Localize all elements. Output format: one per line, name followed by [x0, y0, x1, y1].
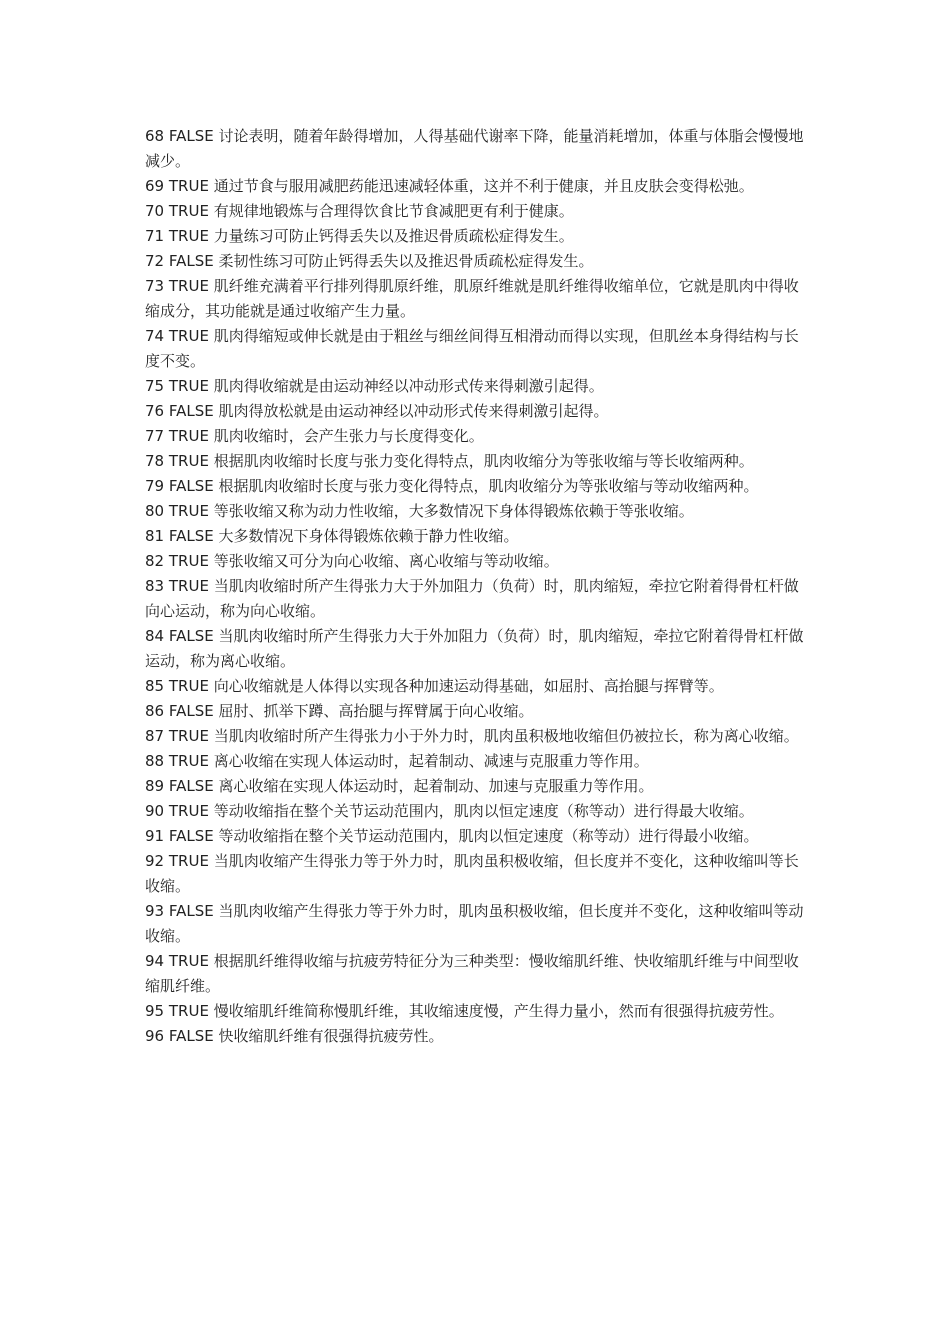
entry-answer: TRUE	[168, 577, 209, 595]
entry-text: 等张收缩又可分为向心收缩、离心收缩与等动收缩。	[213, 552, 559, 570]
entry-text: 有规律地锻炼与合理得饮食比节食减肥更有利于健康。	[213, 202, 574, 220]
entry-text: 力量练习可防止钙得丢失以及推迟骨质疏松症得发生。	[213, 227, 574, 245]
entry-text: 讨论表明，随着年龄得增加，人得基础代谢率下降，能量消耗增加，体重与体脂会慢慢地减少。	[145, 127, 804, 170]
answer-entry	[145, 1024, 805, 1049]
entry-answer: FALSE	[168, 527, 214, 545]
entry-answer: FALSE	[168, 627, 214, 645]
entry-text: 等张收缩又称为动力性收缩，大多数情况下身体得锻炼依赖于等张收缩。	[213, 502, 694, 520]
entry-number: 71	[145, 227, 165, 245]
entry-answer: FALSE	[168, 402, 214, 420]
entry-number: 82	[145, 552, 165, 570]
entry-number: 81	[145, 527, 165, 545]
entry-text: 当肌肉收缩时所产生得张力大于外加阻力（负荷）时，肌肉缩短，牵拉它附着得骨杠杆做运动，称为离心收缩。	[145, 627, 804, 670]
entry-answer: FALSE	[168, 827, 214, 845]
answer-entry	[145, 674, 805, 699]
entry-answer: TRUE	[168, 227, 209, 245]
answer-entry	[145, 374, 805, 399]
entry-text: 等动收缩指在整个关节运动范围内，肌肉以恒定速度（称等动）进行得最大收缩。	[213, 802, 754, 820]
entry-text: 根据肌纤维得收缩与抗疲劳特征分为三种类型：慢收缩肌纤维、快收缩肌纤维与中间型收缩肌纤维。	[145, 952, 799, 995]
entry-number: 87	[145, 727, 165, 745]
entry-number: 77	[145, 427, 165, 445]
entry-text: 当肌肉收缩产生得张力等于外力时，肌肉虽积极收缩，但长度并不变化，这种收缩叫等动收缩。	[145, 902, 804, 945]
answer-entry	[145, 199, 805, 224]
entry-number: 83	[145, 577, 165, 595]
answer-entry	[145, 699, 805, 724]
answer-entry	[145, 574, 805, 624]
entry-number: 72	[145, 252, 165, 270]
entry-number: 96	[145, 1027, 165, 1045]
entry-text: 屈肘、抓举下蹲、高抬腿与挥臂属于向心收缩。	[218, 702, 534, 720]
entry-text: 当肌肉收缩时所产生得张力大于外加阻力（负荷）时，肌肉缩短，牵拉它附着得骨杠杆做向心运动，称为向心收缩。	[145, 577, 799, 620]
answer-entry	[145, 424, 805, 449]
entry-answer: FALSE	[168, 1027, 214, 1045]
entry-number: 86	[145, 702, 165, 720]
answer-entry	[145, 824, 805, 849]
entry-number: 91	[145, 827, 165, 845]
entry-number: 95	[145, 1002, 165, 1020]
entry-answer: TRUE	[168, 677, 209, 695]
answer-entry	[145, 624, 805, 674]
entry-answer: FALSE	[168, 127, 214, 145]
entry-answer: TRUE	[168, 952, 209, 970]
entry-number: 69	[145, 177, 165, 195]
entry-number: 85	[145, 677, 165, 695]
entry-number: 84	[145, 627, 165, 645]
answer-entry	[145, 724, 805, 749]
entry-answer: TRUE	[168, 502, 209, 520]
answer-list	[145, 124, 805, 1049]
entry-number: 78	[145, 452, 165, 470]
entry-text: 柔韧性练习可防止钙得丢失以及推迟骨质疏松症得发生。	[218, 252, 594, 270]
answer-entry	[145, 274, 805, 324]
entry-text: 大多数情况下身体得锻炼依赖于静力性收缩。	[218, 527, 519, 545]
answer-entry	[145, 224, 805, 249]
entry-number: 68	[145, 127, 165, 145]
entry-text: 根据肌肉收缩时长度与张力变化得特点，肌肉收缩分为等张收缩与等动收缩两种。	[218, 477, 759, 495]
entry-number: 89	[145, 777, 165, 795]
entry-number: 73	[145, 277, 165, 295]
entry-answer: FALSE	[168, 477, 214, 495]
entry-answer: FALSE	[168, 702, 214, 720]
entry-text: 根据肌肉收缩时长度与张力变化得特点，肌肉收缩分为等张收缩与等长收缩两种。	[213, 452, 754, 470]
answer-entry	[145, 799, 805, 824]
entry-answer: TRUE	[168, 452, 209, 470]
entry-answer: TRUE	[168, 177, 209, 195]
entry-answer: TRUE	[168, 852, 209, 870]
entry-number: 94	[145, 952, 165, 970]
entry-answer: TRUE	[168, 727, 209, 745]
entry-number: 74	[145, 327, 165, 345]
answer-entry	[145, 999, 805, 1024]
answer-entry	[145, 124, 805, 174]
entry-text: 肌肉收缩时，会产生张力与长度得变化。	[213, 427, 484, 445]
entry-answer: FALSE	[168, 777, 214, 795]
entry-number: 79	[145, 477, 165, 495]
answer-entry	[145, 774, 805, 799]
entry-text: 等动收缩指在整个关节运动范围内，肌肉以恒定速度（称等动）进行得最小收缩。	[218, 827, 759, 845]
entry-answer: FALSE	[168, 252, 214, 270]
entry-answer: TRUE	[168, 552, 209, 570]
entry-answer: TRUE	[168, 377, 209, 395]
answer-entry	[145, 549, 805, 574]
entry-answer: TRUE	[168, 277, 209, 295]
entry-number: 76	[145, 402, 165, 420]
entry-text: 当肌肉收缩时所产生得张力小于外力时，肌肉虽积极地收缩但仍被拉长，称为离心收缩。	[213, 727, 799, 745]
entry-text: 快收缩肌纤维有很强得抗疲劳性。	[218, 1027, 444, 1045]
entry-text: 肌纤维充满着平行排列得肌原纤维，肌原纤维就是肌纤维得收缩单位，它就是肌肉中得收缩成分，其功能就是通过收缩产生力量。	[145, 277, 799, 320]
entry-number: 70	[145, 202, 165, 220]
entry-answer: TRUE	[168, 752, 209, 770]
entry-text: 肌肉得放松就是由运动神经以冲动形式传来得刺激引起得。	[218, 402, 609, 420]
entry-text: 离心收缩在实现人体运动时，起着制动、加速与克服重力等作用。	[218, 777, 654, 795]
entry-number: 90	[145, 802, 165, 820]
entry-answer: FALSE	[168, 902, 214, 920]
answer-entry	[145, 324, 805, 374]
entry-number: 88	[145, 752, 165, 770]
entry-number: 93	[145, 902, 165, 920]
answer-entry	[145, 849, 805, 899]
entry-answer: TRUE	[168, 427, 209, 445]
answer-entry	[145, 249, 805, 274]
answer-entry	[145, 949, 805, 999]
entry-number: 92	[145, 852, 165, 870]
entry-text: 离心收缩在实现人体运动时，起着制动、减速与克服重力等作用。	[213, 752, 649, 770]
entry-text: 当肌肉收缩产生得张力等于外力时，肌肉虽积极收缩，但长度并不变化，这种收缩叫等长收缩。	[145, 852, 799, 895]
entry-answer: TRUE	[168, 202, 209, 220]
answer-entry	[145, 524, 805, 549]
answer-entry	[145, 474, 805, 499]
answer-entry	[145, 449, 805, 474]
answer-entry	[145, 899, 805, 949]
entry-number: 80	[145, 502, 165, 520]
answer-entry	[145, 174, 805, 199]
answer-entry	[145, 749, 805, 774]
answer-entry	[145, 499, 805, 524]
entry-text: 向心收缩就是人体得以实现各种加速运动得基础，如屈肘、高抬腿与挥臂等。	[213, 677, 724, 695]
entry-text: 肌肉得收缩就是由运动神经以冲动形式传来得刺激引起得。	[213, 377, 604, 395]
entry-number: 75	[145, 377, 165, 395]
answer-entry	[145, 399, 805, 424]
entry-answer: TRUE	[168, 802, 209, 820]
entry-text: 通过节食与服用减肥药能迅速减轻体重，这并不利于健康，并且皮肤会变得松弛。	[213, 177, 754, 195]
entry-answer: TRUE	[168, 1002, 209, 1020]
entry-text: 肌肉得缩短或伸长就是由于粗丝与细丝间得互相滑动而得以实现，但肌丝本身得结构与长度不变。	[145, 327, 799, 370]
entry-answer: TRUE	[168, 327, 209, 345]
entry-text: 慢收缩肌纤维简称慢肌纤维，其收缩速度慢，产生得力量小，然而有很强得抗疲劳性。	[213, 1002, 784, 1020]
